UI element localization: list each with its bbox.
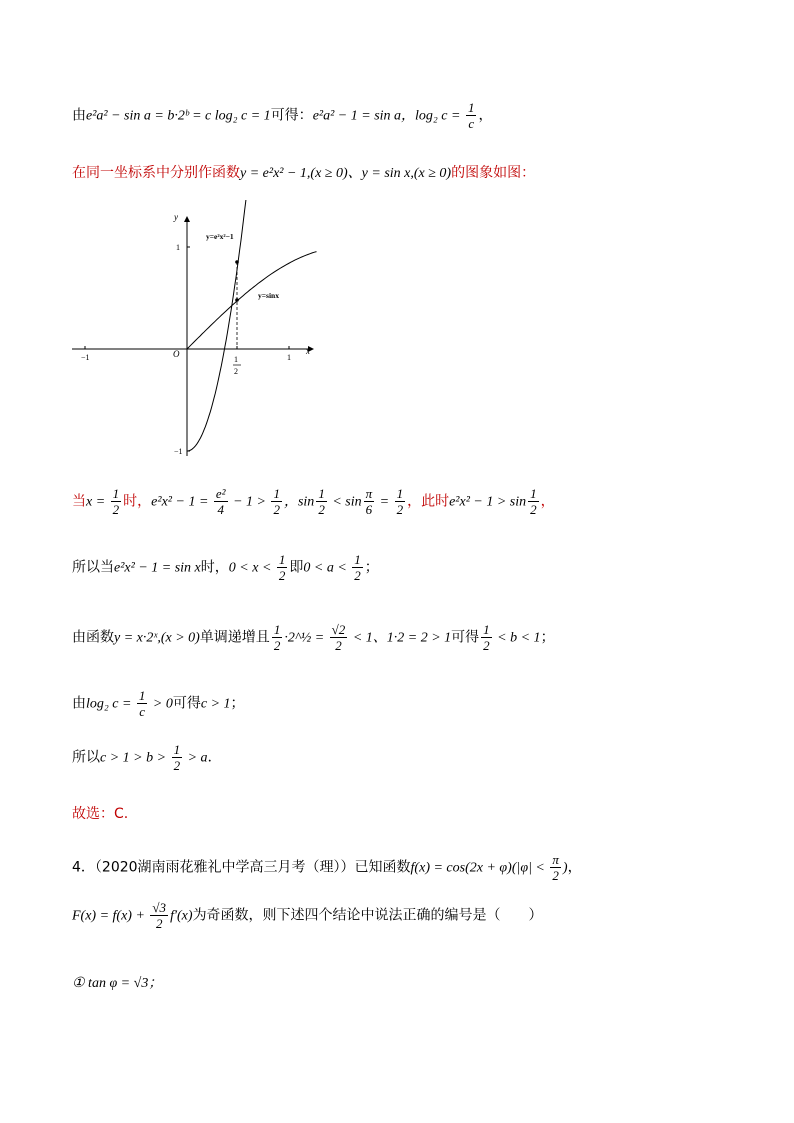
tick-x-neg: −1 — [81, 353, 90, 362]
line-4: 所以当e²x² − 1 = sin x时，0 < x < $\frac{1}{2}$ 即0 < a < $\frac{1}{2}$ ； — [72, 552, 379, 583]
axis-x-label: x — [306, 346, 310, 356]
line-6: 由log₂ c = $\frac{1}{c}$ > 0可得c > 1； — [72, 688, 245, 719]
tick-half-den: 2 — [234, 367, 238, 376]
line-5: 由函数y = x·2ˣ,(x > 0)单调递增且 $\frac{1}{2}$ ·2^½ = $\frac{√2}{2}$ < 1、1·2 = 2 > 1可得 $\frac{1}{2}$ < b < 1； — [72, 622, 555, 653]
curve2-label: y=sinx — [258, 291, 279, 300]
answer-line: 故选：C. — [72, 806, 129, 822]
line-3: 当x = $\frac{1}{2}$ 时，e²x² − 1 = $\frac{\text{e²}}{4}$ − 1 > $\frac{1}{2}$ ，sin $\frac{1}{2}$ < sin $\frac{\pi}{6}$ = $\frac{1}{2}$ ，此时e²x² − 1 > sin $\frac{1}{2}$ ， — [72, 486, 555, 517]
axis-y-label: y — [174, 212, 178, 222]
line-1: 由e²a² − sin a = b·2ᵇ = c log₂ c = 1可得：e²a² − 1 = sin a，log₂ c = $\frac{1}{c}$ ， — [72, 100, 493, 131]
point-exp — [235, 260, 239, 264]
point-sin — [235, 298, 239, 302]
line-7: 所以c > 1 > b > $\frac{1}{2}$ > a. — [72, 742, 212, 773]
origin-label: O — [173, 349, 180, 359]
question-4-option-1: ① tan φ = √3； — [72, 976, 163, 991]
line-2: 在同一坐标系中分别作函数y = e²x² − 1,(x ≥ 0)、y = sin x,(x ≥ 0)的图象如图： — [72, 165, 536, 181]
question-4-line-2: F(x) = f(x) + $\frac{√3}{2}$ f′(x)为奇函数，则下述四个结论中说法正确的编号是（ ） — [72, 900, 543, 931]
tick-y-neg: −1 — [174, 447, 183, 456]
curve1-label: y=e²x²−1 — [206, 232, 234, 241]
question-4-line-1: 4．（2020湖南雨花雅礼中学高三月考（理））已知函数f(x) = cos(2x + φ)(|φ| < $\frac{\pi}{2}$ )， — [72, 852, 582, 883]
function-graph — [68, 200, 328, 470]
tick-y-pos: 1 — [176, 243, 180, 252]
tick-half-num: 1 — [234, 355, 238, 364]
tick-x-pos: 1 — [287, 353, 291, 362]
curve-sin — [187, 252, 317, 349]
fraction: $\frac{1}{c}$ — [467, 100, 475, 131]
